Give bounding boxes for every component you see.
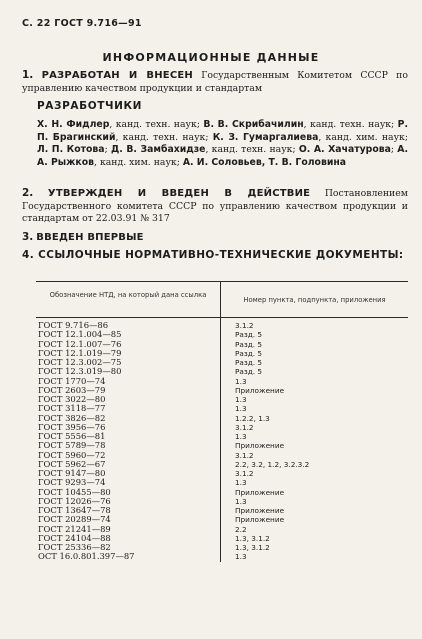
table-row-document: ГОСТ 9.716—86 xyxy=(38,320,109,330)
section-4 xyxy=(22,249,408,262)
section-4-lead: ССЫЛОЧНЫЕ НОРМАТИВНО-ТЕХНИЧЕСКИЕ ДОКУМЕНТЫ: xyxy=(38,249,404,261)
table-row-document: ОСТ 16.0.801.397—87 xyxy=(38,551,135,562)
table-row-clause: 1.3 xyxy=(235,432,247,441)
developer-degree: , канд. техн. наук; xyxy=(205,144,299,156)
table-row-clause: Разд. 5 xyxy=(235,367,263,377)
table-body xyxy=(36,318,408,562)
table-row-document: ГОСТ 12.3.002—75 xyxy=(38,357,122,367)
table-row-document: ГОСТ 10455—80 xyxy=(38,486,111,497)
table-row-document: ГОСТ 5556—81 xyxy=(38,431,106,441)
table-row-clause: Приложение xyxy=(235,441,285,451)
table-row-document: ГОСТ 2603—79 xyxy=(38,384,106,395)
table-row-clause: 1.3 xyxy=(235,478,247,488)
table-row-clause: 1.3 xyxy=(235,496,247,506)
table-row-clause: Приложение xyxy=(235,385,285,395)
table-row-document: ГОСТ 9147—80 xyxy=(38,468,106,478)
table-row-document: ГОСТ 3118—77 xyxy=(38,403,106,414)
developer-degree: , канд. хим. наук; xyxy=(318,131,408,143)
table-row-clause: 2.2 xyxy=(235,524,247,534)
table-row-document: ГОСТ 12.1.007—76 xyxy=(38,338,122,349)
page-title: ИНФОРМАЦИОННЫЕ ДАННЫЕ xyxy=(102,51,320,64)
table-row-clause: Разд. 5 xyxy=(235,348,263,358)
table-row-document: ГОСТ 9293—74 xyxy=(38,477,106,488)
developer-degree: , канд. техн. наук; xyxy=(303,119,398,130)
table-row-document: ГОСТ 3956—76 xyxy=(38,421,106,432)
developer-name: К. З. Гумаргалиева xyxy=(212,131,319,143)
table-row-clause: Приложение xyxy=(235,487,285,497)
developer-name: Х. Н. Фидлер xyxy=(37,119,110,130)
table-row-clause: 1.2.2, 1.3 xyxy=(235,413,270,423)
table-row-document: ГОСТ 1770—74 xyxy=(38,375,106,386)
table-row-document: ГОСТ 21241—89 xyxy=(38,523,111,534)
table-row-clause: 3.1.2 xyxy=(235,469,254,478)
developer-degree: ; xyxy=(390,144,398,156)
section-3-number: 3. xyxy=(22,231,34,243)
section-2-lead: УТВЕРЖДЕН И ВВЕДЕН В ДЕЙСТВИЕ xyxy=(47,188,311,199)
column-header-document: Обозначение НТД, на который дана ссылка xyxy=(36,282,221,317)
table-row-document: ГОСТ 12.3.019—80 xyxy=(38,366,122,377)
developer-degree: , канд. техн. наук; xyxy=(109,119,204,130)
page-header: С. 22 ГОСТ 9.716—91 xyxy=(22,18,142,29)
developer-degree: ; xyxy=(104,144,111,156)
developer-name: О. А. Хачатурова xyxy=(298,144,391,156)
section-1-number: 1. xyxy=(22,69,34,81)
table-row-clause: Приложение xyxy=(235,515,285,525)
table-row-document: ГОСТ 5789—78 xyxy=(38,440,106,451)
section-1 xyxy=(22,69,408,95)
developer-name: Р. П. Брагинский xyxy=(37,119,408,143)
table-row-clause: 2.2, 3.2, 1.2, 3.2.3.2 xyxy=(235,459,310,469)
table-row-clause: 1.3 xyxy=(235,552,247,562)
table-row-document: ГОСТ 5960—72 xyxy=(38,449,106,460)
table-row-clause: 3.1.2 xyxy=(235,422,254,432)
section-1-lead: РАЗРАБОТАН И ВНЕСЕН xyxy=(41,70,193,81)
developer-degree: , канд. хим. наук; xyxy=(94,156,183,168)
developer-name: А. А. Рыжков xyxy=(37,144,409,168)
section-2-number: 2. xyxy=(22,187,34,199)
table-row-clause: 1.3 xyxy=(235,395,247,404)
table-row-clause: 1.3 xyxy=(235,376,247,386)
table-row-clause: 1.3 xyxy=(235,404,247,414)
table-row-clause: 1.3, 3.1.2 xyxy=(235,533,270,543)
section-4-number: 4. xyxy=(22,249,35,261)
table-row-document: ГОСТ 12.1.019—79 xyxy=(38,347,122,358)
developer-degree: , канд. техн. наук; xyxy=(115,131,213,143)
table-row-document: ГОСТ 13647—78 xyxy=(38,505,111,515)
developers-list xyxy=(37,119,408,169)
section-2 xyxy=(22,187,408,226)
section-1-text: Государственным Комитетом СССР по управлению качеством продукции и стандартам xyxy=(22,70,408,94)
table-row-clause: 3.1.2 xyxy=(235,321,254,330)
developer-name: Д. В. Замбахидзе xyxy=(110,144,206,156)
table-row-clause: Разд. 5 xyxy=(235,330,263,340)
table-row-document: ГОСТ 12026—76 xyxy=(38,495,111,506)
table-row-document: ГОСТ 5962—67 xyxy=(38,458,106,469)
table-row-clause: 3.1.2 xyxy=(235,450,254,460)
references-table xyxy=(36,281,408,562)
section-2-text: Постановлением Государственного комитета СССР по управлению качеством продукции и стандартам от 22.03.91 № 317 xyxy=(22,188,408,224)
table-row-clause: Приложение xyxy=(235,506,285,515)
table-row-clause: Разд. 5 xyxy=(235,358,263,367)
table-row-document: ГОСТ 25336—82 xyxy=(38,542,111,552)
section-3 xyxy=(22,231,408,245)
table-row-clause: 1.3, 3.1.2 xyxy=(235,543,270,552)
table-row-document: ГОСТ 20289—74 xyxy=(38,514,111,525)
table-row-document: ГОСТ 3826—82 xyxy=(38,412,106,423)
section-3-lead: ВВЕДЕН ВПЕРВЫЕ xyxy=(36,232,144,243)
developer-name: А. И. Соловьев, Т. В. Головина xyxy=(182,156,347,168)
table-row-document: ГОСТ 3022—80 xyxy=(38,394,106,404)
column-documents xyxy=(36,318,221,562)
developers-heading: РАЗРАБОТЧИКИ xyxy=(37,100,143,112)
table-row-document: ГОСТ 12.1.004—85 xyxy=(38,329,122,340)
developer-name: Л. П. Котова xyxy=(37,144,105,156)
table-row-document: ГОСТ 24104—88 xyxy=(38,532,111,543)
column-clauses xyxy=(221,318,408,562)
developer-name: В. В. Скрибачилин xyxy=(203,119,304,130)
table-row-clause: Разд. 5 xyxy=(235,339,263,349)
table-header xyxy=(36,282,408,318)
column-header-clause: Номер пункта, подпункта, приложения xyxy=(243,296,386,304)
